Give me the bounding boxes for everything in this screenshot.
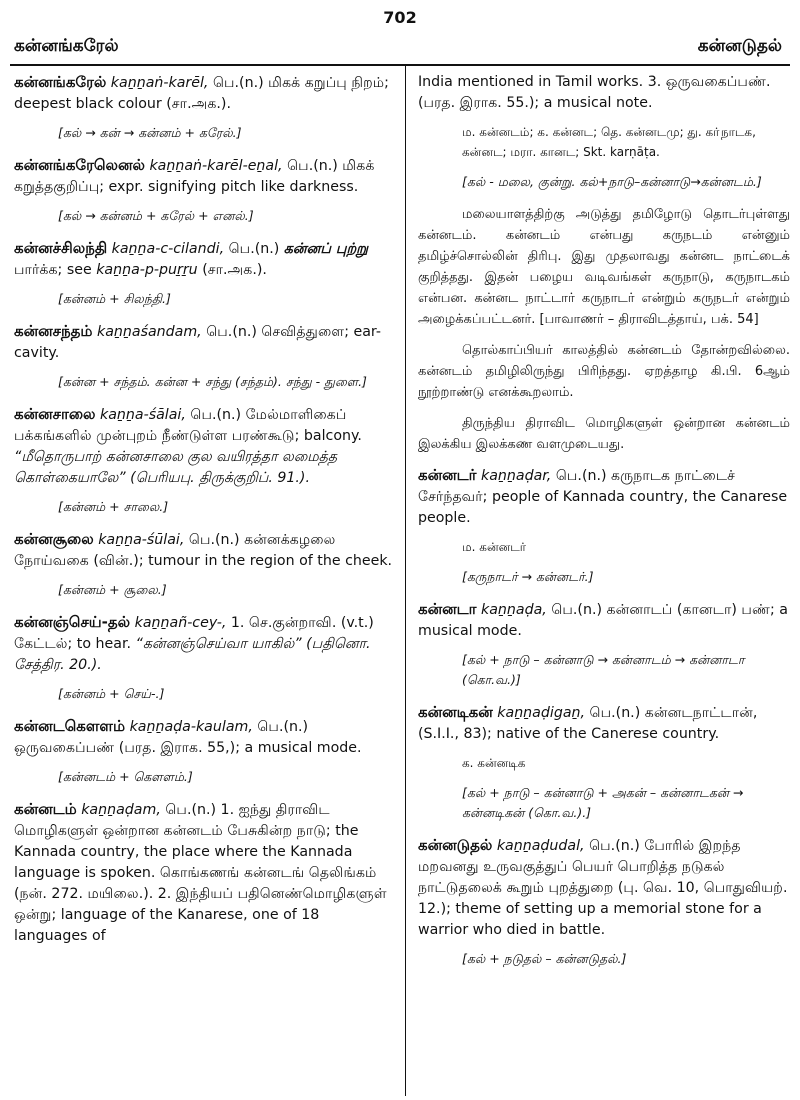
definition: பார்க்க; see bbox=[14, 262, 97, 278]
definition: பெ.(n.) 1. ஐந்து திராவிட மொழிகளுள் ஒன்றான கன்னடம் பேசுகின்ற நாடு; the Kannada country, the place where the Kannada language is spoken. கொங்கணங் கன்னடங் தெலிங்கம் (நன். 272. மயிலை.). 2. இந்தியப் பதினெண்மொழிகளுள் ஒன்று; language of the Kanarese, one of 18 languages of bbox=[14, 802, 387, 944]
entry bbox=[418, 835, 790, 941]
transliteration: kaṉṉa-śālai, bbox=[100, 407, 186, 423]
headword: கன்னங்கரேலெனல் bbox=[14, 156, 145, 174]
etymology: [கன்னம் + சூலை.] bbox=[58, 582, 167, 597]
note-paragraph: மலையாளத்திற்கு அடுத்து தமிழோடு தொடர்புள்ளது கன்னடம். கன்னடம் என்பது கருநடம் என்னும் தமிழ்ச்சொல்லின் திரிபு. இது முதலாவது கன்னட நாட்டைக் குறித்தது. இதன் பழைய வடிவங்கள் கருநாடு, கருநாடகம் என்பன. கன்னட நாட்டார் கருநாடர் என்றும் கருநடர் என்றும் அழைக்கப்பட்டனர். [பாவாணர் – திராவிடத்தாய், பக். 54] bbox=[418, 207, 790, 327]
etymology: [கல் + நாடு – கன்னாடு + அகன் – கன்னாடகன் → கன்னடிகன் (கொ.வ.).] bbox=[462, 785, 744, 820]
cross-reference: கன்னப் புற்று bbox=[283, 241, 368, 257]
entry bbox=[14, 321, 394, 364]
etymology: [கல் - மலை, குன்று. கல்+நாடு–கன்னாடு→கன்னடம்.] bbox=[462, 174, 762, 189]
header-rule bbox=[10, 64, 790, 66]
cognates: ம. கன்னடர் bbox=[462, 540, 527, 554]
etymology: [கல் → கன் → கன்னம் + கரேல்.] bbox=[58, 125, 242, 140]
transliteration: kaṉṉaśandam, bbox=[96, 324, 202, 340]
transliteration: kaṉṉa-śūlai, bbox=[98, 532, 185, 548]
entry bbox=[14, 238, 394, 281]
page-number: 702 bbox=[383, 8, 417, 27]
headword: கன்னடகௌளம் bbox=[14, 717, 126, 735]
definition: (சா.அக.). bbox=[197, 262, 267, 278]
headword: கன்னடிகன் bbox=[418, 703, 493, 721]
transliteration: kaṉṉaḍudal, bbox=[496, 838, 585, 854]
definition: பெ.(n.) கன்னக்கழலை நோய்வகை (வின்.); tumour in the region of the cheek. bbox=[14, 532, 393, 569]
headword: கன்னச்சிலந்தி bbox=[14, 239, 108, 257]
definition: பெ.(n.) bbox=[224, 241, 284, 257]
etymology: [கன்னம் + சிலந்தி.] bbox=[58, 291, 171, 306]
etymology: [கருநாடர் → கன்னடர்.] bbox=[462, 569, 594, 584]
transliteration: kaṉṉaḍigaṉ, bbox=[497, 705, 586, 721]
etymology: [கல் + நடுதல் – கன்னடுதல்.] bbox=[462, 951, 627, 966]
definition: பெ.(n.) போரில் இறந்த மறவனது உருவகுத்துப் பெயர் பொறித்த நடுகல் நாட்டுதலைக் கூறும் புறத்துறை (பு. வெ. 10, பொதுவியற். 12.); theme of setting up a memorial stone for a warrior who died in battle. bbox=[418, 838, 788, 938]
entry-continuation: India mentioned in Tamil works. 3. ஒருவகைப்பண். (பரத. இராக. 55.); a musical note. bbox=[418, 74, 771, 111]
headword: கன்னசாலை bbox=[14, 405, 96, 423]
transliteration: kaṉṉaḍar, bbox=[480, 468, 552, 484]
definition: பெ.(n.) கன்னடநாட்டான், (S.I.I., 83); native of the Canerese country. bbox=[418, 705, 758, 742]
headword: கன்னடா bbox=[418, 600, 477, 618]
headword: கன்னஞ்செய்-தல் bbox=[14, 613, 131, 631]
etymology: [கன்ன + சந்தம். கன்ன + சந்து (சந்தம்). சந்து - துளை.] bbox=[58, 374, 367, 389]
etymology: [கல் + நாடு – கன்னாடு → கன்னாடம் → கன்னாடா (கொ.வ.)] bbox=[462, 652, 745, 687]
right-guideword: கன்னடுதல் bbox=[697, 36, 782, 56]
entry bbox=[418, 702, 790, 745]
definition: பெ.(n.) மேல்மாளிகைப் பக்கங்களில் முன்புறம் நீண்டுள்ள பரண்கூடு; balcony. bbox=[14, 407, 362, 444]
etymology: [கல் → கன்னம் + கரேல் + எனல்.] bbox=[58, 208, 254, 223]
etymology: [கன்னம் + செய்-.] bbox=[58, 686, 165, 701]
definition: 1. செ.குன்றாவி. (v.t.) கேட்டல்; to hear. bbox=[14, 615, 374, 652]
headword: கன்னசந்தம் bbox=[14, 322, 93, 340]
left-guideword: கன்னங்கரேல் bbox=[14, 36, 119, 56]
transliteration: kaṉṉaḍam, bbox=[81, 802, 161, 818]
definition: பெ.(n.) மிகக் கறுத்தகுறிப்பு; expr. signifying pitch like darkness. bbox=[14, 158, 375, 195]
transliteration: kaṉṉaḍa, bbox=[480, 602, 547, 618]
quotation: “கன்னஞ்செய்வா யாகில்” (பதினொ. சேத்திர. 20.). bbox=[14, 636, 371, 673]
definition: பெ.(n.) கருநாடக நாட்டைச் சேர்ந்தவர்; people of Kannada country, the Canarese people. bbox=[418, 468, 788, 526]
note-paragraph: திருந்திய திராவிட மொழிகளுள் ஒன்றான கன்னடம் இலக்கிய இலக்கண வளமுடையது. bbox=[418, 416, 790, 452]
headword: கன்னசூலை bbox=[14, 530, 94, 548]
headword: கன்னடம் bbox=[14, 800, 77, 818]
headword: கன்னங்கரேல் bbox=[14, 73, 107, 91]
definition: பெ.(n.) கன்னாடப் (கானடா) பண்; a musical mode. bbox=[418, 602, 788, 639]
note-paragraph: தொல்காப்பியர் காலத்தில் கன்னடம் தோன்றவில்லை. கன்னடம் தமிழிலிருந்து பிரிந்தது. ஏறத்தாழ கி.பி. 6ஆம் நூற்றாண்டு எனக்கூறலாம். bbox=[418, 343, 790, 400]
quotation: “மீதொருபாற் கன்னசாலை குல வயிரத்தா லமைத்த கொள்கையாலே” (பெரியபு. திருக்குறிப். 91.). bbox=[14, 449, 338, 486]
cognates: ம. கன்னடம்; க. கன்னட; தெ. கன்னடமு; து. கா்நாடக, கன்னட; மரா. கானட; Skt. karṇāṭa. bbox=[462, 125, 756, 159]
column-divider bbox=[405, 66, 406, 1096]
transliteration: kaṉṉa-c-cilandi, bbox=[111, 241, 225, 257]
right-column bbox=[418, 72, 790, 981]
entry bbox=[14, 716, 394, 759]
transliteration: kaṉṉaḍa-kaulam, bbox=[129, 719, 253, 735]
entry bbox=[14, 612, 394, 676]
entry bbox=[418, 465, 790, 529]
entry bbox=[14, 155, 394, 198]
entry bbox=[418, 599, 790, 642]
definition: பெ.(n.) ஒருவகைப்பண் (பரத. இராக. 55,); a musical mode. bbox=[14, 719, 362, 756]
transliteration: kaṉṉañ-cey-, bbox=[134, 615, 227, 631]
entry bbox=[14, 72, 394, 115]
cross-reference-transliteration: kaṉṉa-p-puṟṟu bbox=[96, 262, 198, 278]
entry bbox=[14, 404, 394, 489]
entry bbox=[14, 799, 394, 947]
headword: கன்னடர் bbox=[418, 466, 477, 484]
etymology: [கன்னம் + சாலை.] bbox=[58, 499, 169, 514]
definition: பெ.(n.) செவித்துளை; ear-cavity. bbox=[14, 324, 381, 361]
left-column bbox=[14, 72, 394, 955]
entry bbox=[14, 529, 394, 572]
etymology: [கன்னடம் + கௌளம்.] bbox=[58, 769, 193, 784]
cognates: க. கன்னடிக bbox=[462, 756, 526, 770]
transliteration: kaṉṉaṅ-karēl, bbox=[110, 75, 209, 91]
transliteration: kaṉṉaṅ-karēl-eṉal, bbox=[149, 158, 283, 174]
headword: கன்னடுதல் bbox=[418, 836, 493, 854]
definition: பெ.(n.) மிகக் கறுப்பு நிறம்; deepest black colour (சா.அக.). bbox=[14, 75, 389, 112]
